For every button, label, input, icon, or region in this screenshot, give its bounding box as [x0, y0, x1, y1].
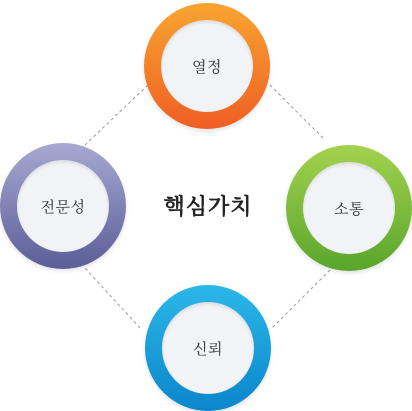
connector-bottom-left — [85, 268, 140, 328]
connector-left-top — [85, 85, 148, 145]
node-trust — [145, 285, 271, 411]
center-title: 핵심가치 — [163, 195, 253, 220]
node-communication-inner — [303, 162, 395, 254]
connector-right-bottom — [272, 270, 330, 328]
node-passion — [144, 3, 270, 129]
node-expertise-label: 전문성 — [40, 197, 86, 216]
node-communication — [286, 145, 412, 271]
node-trust-label: 신뢰 — [193, 339, 223, 358]
node-expertise — [0, 143, 126, 269]
node-trust-inner — [162, 302, 254, 394]
node-communication-label: 소통 — [334, 199, 364, 218]
node-passion-label: 열정 — [192, 57, 222, 76]
connector-top-right — [270, 85, 325, 140]
node-passion-inner — [161, 20, 253, 112]
node-expertise-inner — [17, 160, 109, 252]
